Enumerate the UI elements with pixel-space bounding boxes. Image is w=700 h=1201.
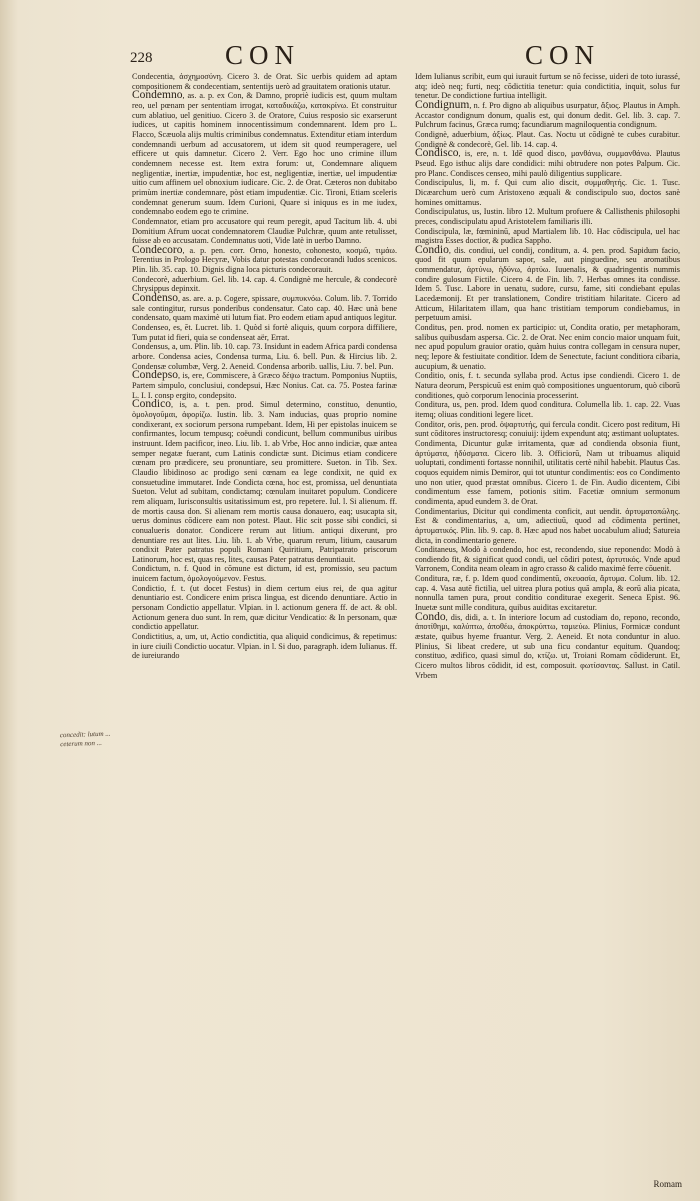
- entry-text: Condimentarius, Dicitur qui condimenta conficit, aut uendit. ἀρτυματοπώλης. Est & condimentarius, a, um, adiectiuū, quod ad cōdimenta pertinet, ἀρτυματικός. Plin. lib. 9. cap. 8. Hæc apud nos habet uocabulum aliud; Satureia dicta, in condimentario genere.: [415, 506, 680, 545]
- dictionary-entry: [415, 243, 680, 323]
- entry-text: , as. a. p. ex Con, & Damno, propriè iudicis est, quum multam reo, uel pœnam per sententiam irrogat, καταδικάζω, κατακρίνω. Et construitur cum ablatiuo, uel genitiuo. Cicero 3. de Oratore, Cuius resposio sic exarserunt iudices, ut capitis hominem innocentissimum condemnarent. Idem pro L. Flacco, Scæuola alijs multis criminibus condemnatus. Extenditur etiam interdum condemnandi uerbum ad accusatorem, ut idem sit quod reumperagere, uel efficere ut quis damnetur. Cicero 2. Verr. Ego hoc uno crimine illum condemnem necesse est. Item extra forum: ut, Condemnare aliquem negligentiæ, inertiæ, impudentiæ, hoc est, negligentiæ, inertiæ, uel impudentiæ uitio cum affinem uel obnoxium iudicare. Cic. 2. de Orat. Cæteros non dubitabo primùm inertiæ condemnare, pòst etiam impudentiæ. Cic. Tironi, Etiam sceleris condemnat generum suum. Idem Curioni, Quare si iniquus es in me iudex, condemnabo eodem ego te crimine.: [132, 91, 397, 217]
- entry-headword: Condico: [132, 398, 171, 411]
- entry-text: , dis. condiui, uel condij, conditum, a. 4. pen. prod. Sapidum facio, quod fit quum epularum sapor, sale, aut pinguedine, seu aromatibus commendatur, ἀρτύνω, ἡδύνω, ἀρτύω. Iuuenalis, & quadringentis nummis condire gulosum Fictile. Cicero 4. de Fin. lib. 7. Herbas omnes ita condisse. Idem 5. Tusc. Labore in uenatu, sudore, cursu, fame, siti condiebant epulas Lacedæmonij. Et per translationem, Condire tristitiam hilaritate. Cicero ad Atticum, Hilaritatem illam, qua hanc tristitiam temporum condiebamus, in perpetuum amisi.: [415, 245, 680, 323]
- entry-text: Condemnator, etiam pro accusatore qui reum peregit, apud Tacitum lib. 4. ubi Domitium Afrum uocat condemnatorem Claudiæ Pulchræ, quum ante retulisset, fuisse ab eo accusatam. Condemnatus uoti, Vide latè in uerbo Damno.: [132, 216, 397, 246]
- dictionary-entry: [132, 584, 397, 632]
- entry-text: Conditura, ræ, f. p. Idem quod condimentū, σκευασία, ἄρτυμα. Colum. lib. 12. cap. 4. Vasa autē fictilia, uel uitrea plura potius quā ampla, & eorū alia picata, nonnulla tamen pura, prout conditio conditurae exegerit. Seneca Epist. 96. Inuetæ sunt mille conditura, quibus auiditas excitaretur.: [415, 574, 680, 613]
- entry-text: Condiscipulatus, us, Iustin. libro 12. Multum profuere & Callisthenis philosophi preces, condiscipulatu apud Aristotelem familiaris illi.: [415, 207, 680, 226]
- dictionary-entry: [132, 400, 397, 564]
- running-head-left: CON: [225, 40, 301, 70]
- entry-text: Condimenta, Dicuntur gulæ irritamenta, quæ ad condienda obsonia fiunt, ἀρτύματα, ἡδύσματα. Cicero lib. 3. Officiorū, Nam ut tribuamus aliquid uoluptati, condimenti fortasse nonnihil, utilitatis certè nihil habebit. Plautus Cas. coquos equidem nimis Demiror, qui tot utuntur condimentis: eos co Condimento uno non utier, quod præstat omnibus. Cicero 1. de Fin. Audio dicentem, Cibi condimentum esse famem, potionis sitim. Facetiæ omnium sermonum condimenta, apud eundem 3. de Orat.: [415, 438, 680, 506]
- dictionary-entry: [132, 217, 397, 246]
- entry-text: Conditio, onis, f. t. secunda syllaba prod. Actus ipse condiendi. Cicero 1. de Natura deorum, Perspicuū est enim quò compositiones unguentorum, quò ciborū conditiones, quò corporum lenocinia processerint.: [415, 371, 680, 400]
- entry-text: Condiscipula, læ, fœmininū, apud Martialem lib. 10. Hac cōdiscipula, uel hac magistra Esses doctior, & pudica Sappho.: [415, 226, 680, 246]
- entry-text: , is, ere, Commiscere, à Græco δέψω tractum. Pomponius Nuptiis, Partem simpulo, conclusiui, condepsui, Hæc Nonius. Cat. ca. 75. Postea farinæ L. I. I. consp ergito, condepsito.: [132, 371, 397, 400]
- dictionary-entry: [415, 72, 680, 101]
- entry-headword: Condepso: [132, 369, 178, 382]
- entry-text: Idem Iulianus scribit, eum qui iurauit furtum se nō fecisse, uideri de toto iurassé, atq; ideò neq; furti, neq; cōdictitia tenetur: quia condictitia, inquit, solus fur tenetur. De condictione furtiua intelligit.: [415, 72, 680, 101]
- dictionary-entry: [415, 507, 680, 546]
- entry-text: Condictio, f. t. (ut docet Festus) in diem certum eius rei, de qua agitur denuntiario est. Condicere enim prisca lingua, est dicendo denuntiare. Actio in personam Condictio appellatur. Vlpian. in l. actionum genera ff. de act. & obl. Actionum genera duo sunt. In rem, quæ dicitur Vendicatio: & In personam, quæ condictio appellatur.: [132, 583, 397, 632]
- dictionary-entry: [132, 342, 397, 371]
- right-column: [415, 72, 680, 680]
- dictionary-entry: [132, 323, 397, 342]
- entry-text: Conditus, pen. prod. nomen ex participio: ut, Condita oratio, per metaphoram, salibus quibusdam aspersa. Cic. 2. de Orat. Nec enim concio maior unquam fuit, nec apud populum grauior oratio, quàm huius contra collegam in censura nuper, neq; lepore & festiuitate conditior. Idem de Senectute, faciunt conditiora cibaria, aucupium, & uenatio.: [415, 323, 680, 371]
- entry-headword: Condemno: [132, 89, 183, 102]
- dictionary-entry: [415, 178, 680, 207]
- entry-text: Conditor, oris, pen. prod. ὀψαρτυτής, qui fercula condit. Cicero post reditum, Hi sunt cōditores instructoresq; conuiuij: ijdem expendunt atq; æstimant uoluptates.: [415, 419, 680, 439]
- dictionary-entry: [415, 227, 680, 246]
- entry-headword: Condenso: [132, 292, 178, 305]
- handwritten-margin-note: concedit: lutum ... ceterum non ...: [59, 729, 111, 748]
- dictionary-entry: [415, 98, 680, 130]
- dictionary-entry: [132, 243, 397, 275]
- entry-headword: Condio: [415, 243, 449, 256]
- entry-text: , n. f. Pro digno ab aliquibus usurpatur, ἄξιος. Plautus in Amph. Accastor condignum donum, qualis est, qui donum dedit. Gel. lib. 3. cap. 7. Pulchrum facinus, Græca rumq; facundiarum magniloquentia condignum.: [415, 100, 680, 130]
- entry-text: Condecorè, aduerbium. Gel. lib. 14. cap. 4. Condignè me hercule, & condecorè Chrysippus depinxit.: [132, 274, 397, 294]
- catchword: Romam: [653, 1179, 682, 1189]
- dictionary-entry: [415, 420, 680, 439]
- page-number: 228: [130, 50, 153, 66]
- entry-text: Condenseo, es, ēt. Lucret. lib. 1. Quòd si fortè aliquis, quum corpora diffiliere, Tum putat id fieri, quia se condenseat aër, Errat.: [132, 323, 397, 342]
- entry-text: , dis, didi, a. t. In interiore locum ad custodiam do, repono, recondo, ἀποτίθημι, καλύπτω, ἀποθέω, ἀποκρύπτω, ταμιεύω. Plinius, Formicæ condunt æstate, quibus hyeme fruantur. Verg. 2. Aeneid. Et nota conduntur in aluo. Plinius, Si libeat credere, ut sub una ficu condantur equitum. Quandoq; constituo, ædifico, quasi simul do, κτίζω. ut, Troiani Romam cōdiderunt. Et, Cicero multos libros cōdidit, id est, composuit. φωτίσαντας. Sallust. in Catil. Vrbem: [415, 612, 680, 680]
- text-columns: [132, 72, 682, 1192]
- dictionary-entry: [415, 371, 680, 400]
- entry-text: , as. are. a. p. Cogere, spissare, συμπυκνόω. Colum. lib. 7. Torrido sale contingitur, rursus ponderibus condensatur. Cato cap. 40. Hæc unà bene condensato, quam maximè uti lutum fiat. Pro eodem etiam apud antiquos legitur.: [132, 294, 397, 323]
- dictionary-entry: [132, 632, 397, 661]
- entry-headword: Condignum: [415, 98, 470, 111]
- entry-text: , a. p. pen. corr. Orno, honesto, cohonesto, κοσμῶ, τιμάω. Terentius in Prologo Hecyræ, Vobis datur potestas condecorandi ludos scenicos. Plin. lib. 35. cap. 10. Dignis digna loca picturis condecorauit.: [132, 245, 397, 275]
- dictionary-entry: [415, 545, 680, 574]
- page-header: [130, 40, 675, 72]
- dictionary-entry: [415, 439, 680, 507]
- entry-headword: Condecoro: [132, 243, 183, 256]
- entry-headword: Condo: [415, 610, 446, 623]
- entry-text: Condictum, n. f. Quod in cōmune est dictum, id est, promissio, seu pactum inuicem factum, ὁμολογούμενον. Festus.: [132, 564, 397, 584]
- entry-text: Condensus, a, um. Plin. lib. 10. cap. 73. Insidunt in eadem Africa pardi condensa arbore. Condensa acies, Condensa turma, Liu. 6. bell. Pun. & Hircius lib. 2. Condensæ columbæ, Verg. 2. Aeneid. Condensa arborib. uallis, Liu. 7. bel. Pun.: [132, 342, 397, 371]
- entry-text: Condiscipulus, li, m. f. Qui cum alio discit, συμμαθητής. Cic. 1. Tusc. Dicæarchum uerò cum Aristoxeno æquali & condiscipulo suo, doctos sanè homines omittamus.: [415, 178, 680, 207]
- dictionary-entry: [415, 207, 680, 226]
- left-column: [132, 72, 397, 661]
- dictionary-entry: [132, 564, 397, 583]
- entry-text: Condictitius, a, um, ut, Actio condictitia, qua aliquid condicimus, & repetimus: in iure ciuili Condictio uocatur. Vlpian. in l. Si duo, paragraph. idem Iulianus. ff. de iureiurando: [132, 632, 397, 661]
- entry-text: , is, ere, n. t. Idē quod disco, μανθάνω, συμμανθάνω. Plautus Pseud. Ego isthuc alijs dare condidici: mihi obtrudere non potes Palpum. Cic. pro Planc. Condisces censeo, mihi paulò diligentius supplicare.: [415, 149, 680, 178]
- entry-text: Condecentia, ἀσχημοσύνη. Cicero 3. de Orat. Sic uerbis quidem ad aptam compositionem & condecentiam, sententijs uerò ad grauitatem orationis utatur.: [132, 72, 397, 91]
- running-head-right: CON: [525, 40, 601, 70]
- entry-text: Conditura, us, pen. prod. Idem quod conditura. Columella lib. 1. cap. 22. Vuas itemq; oliuas conditioni legere licet.: [415, 400, 680, 419]
- entry-text: Condignè, aduerbium, ἀξίως. Plaut. Cas. Noctu ut cōdignè te cubes curabitur. Condignè & condecorè, Gel. lib. 14. cap. 4.: [415, 129, 680, 149]
- dictionary-entry: [415, 323, 680, 371]
- dictionary-entry: [415, 400, 680, 419]
- entry-text: Conditaneus, Modò à condendo, hoc est, recondendo, siue reponendo: Modò à condiendo fit, & significat quod condi, uel cōdiri potest, ἀρτυτικός. Vnde apud Varronem, Condita neam oleam in agro crasso & calido maximè ferre cōuenit.: [415, 545, 680, 574]
- dictionary-entry: [415, 610, 680, 681]
- entry-headword: Condisco: [415, 147, 459, 160]
- dictionary-entry: [132, 91, 397, 217]
- dictionary-entry: [415, 574, 680, 613]
- dictionary-entry: [415, 149, 680, 178]
- dictionary-entry: [132, 294, 397, 323]
- entry-text: , is, a. t. pen. prod. Simul determino, constituo, denuntio, ὁμολογοῦμαι, ἀφορίζω. Iustin. lib. 3. Nam inducias, quas proprio nomine condixerant, ex sociorum persona rumpebant. Idem, Hi per epistolas inuicem se confirmantes, locum tempusq; coëundi condicunt, bellum communibus uiribus instruunt. Idem pacificor, ineo. Liu. lib. 1. ab Vrbe, Hoc anno indiciæ, quæ antea semper negatæ fuerant, cum Latinis condictæ sunt. Dicimus etiam condicere cœnam pro prædicere, seu pronuntiare, seu promittere. Sueton. in Tib. Sex. Claudio libidinoso ac prodigo seni cœnam ea lege condixit, ne quid ex consuetudine immutaret. Inde Condicta cœna, hoc est, promissa, uel denuntiata Sueton. Velut ad subitam, condictamq; cœnulam inuitaret populum. Condicere rem aliquam, Iurisconsultis usitatissimum est, pro repetere. Iul. l. Si alienum. ff. de mortis causa don. Si alienam rem mortis causa donauero, eaq; usucapta sit, uerus dominus cōdicere eam non potest. Plaut. Hic scit posse sibi condici, si conualueris donator. Condicere rerum aut litium. antiqui dixerunt, pro denuntiare res aut lites. Liu. lib. 1. ab Vrbe, quarum rerum, litium, causarum condixit Pater patratus populi Romani Quiritium, Patripatrato priscorum Latinorum, hoc est, quas res, lites, causas Pater patratus denuntiauit.: [132, 400, 397, 564]
- dictionary-entry: [132, 371, 397, 400]
